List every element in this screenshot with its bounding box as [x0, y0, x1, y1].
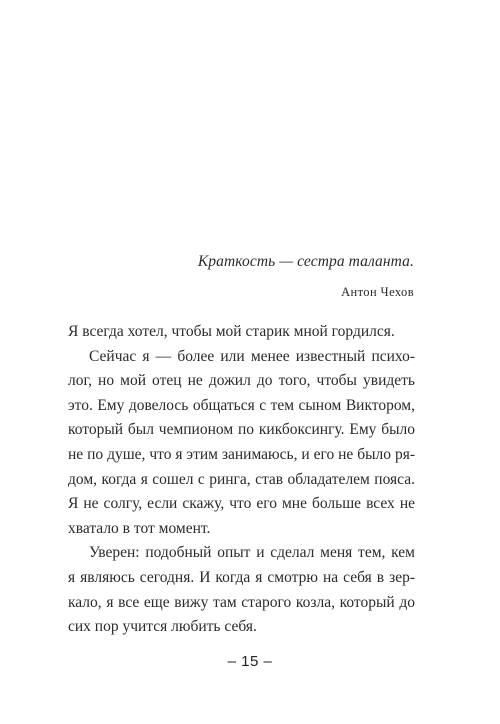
page-number: – 15 –	[227, 653, 273, 670]
text-line: Уверен: подобный опыт и сделал меня тем, кем	[89, 544, 415, 562]
text-line: дом, когда я сошел с ринга, став обладателем пояса.	[68, 470, 415, 488]
text-line: который был чемпионом по кикбоксингу. Ему было	[68, 421, 415, 439]
epigraph-author: Антон Чехов	[341, 285, 414, 299]
paragraph-1	[68, 320, 415, 345]
body-text	[68, 320, 415, 640]
text-line: это. Ему довелось общаться с тем сыном Виктором,	[68, 396, 415, 414]
text-line: сих пор учится любить себя.	[68, 618, 257, 636]
text-line: хватало в тот момент.	[68, 519, 211, 537]
epigraph-quote: Краткость — сестра таланта.	[197, 253, 414, 270]
text-line: Я не солгу, если скажу, что его мне больше всех не	[68, 495, 415, 513]
epigraph	[198, 252, 414, 301]
paragraph-3	[68, 541, 415, 639]
text-line: Я всегда хотел, чтобы мой старик мной гордился.	[68, 323, 395, 340]
text-line: лог, но мой отец не дожил до того, чтобы увидеть	[68, 372, 415, 390]
text-line: я являюсь сегодня. И когда я смотрю на себя в зер-	[68, 568, 415, 586]
text-line: кало, я все еще вижу там старого козла, который до	[68, 593, 415, 611]
paragraph-2	[68, 345, 415, 542]
text-line: не по душе, что я этим занимаюсь, и его не было ря-	[68, 445, 415, 463]
text-line: Сейчас я — более или менее известный психо-	[89, 347, 415, 365]
